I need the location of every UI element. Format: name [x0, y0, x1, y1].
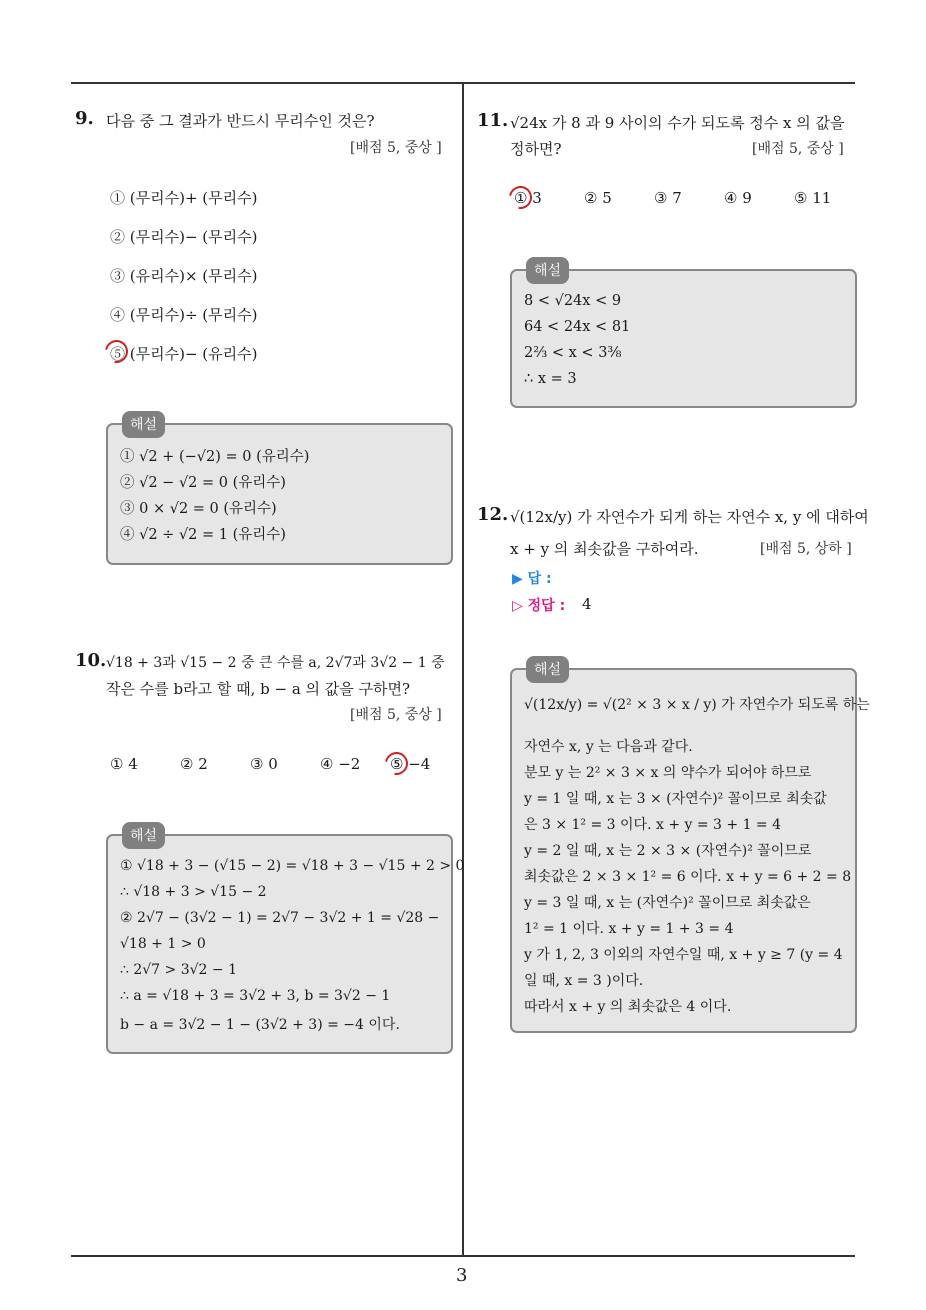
question-meta: [배점 5, 상하 ] [760, 541, 852, 557]
solution-line: 최솟값은 2 × 3 × 1² = 6 이다. x + y = 6 + 2 = 8 [524, 869, 852, 885]
solution-tag: 해설 [526, 656, 569, 683]
solution-line: ∴ a = √18 + 3 = 3√2 + 3, b = 3√2 − 1 [120, 988, 391, 1004]
option-5[interactable]: ⑤ 11 [794, 189, 832, 207]
solution-line: √(12x/y) = √(2² × 3 × x / y) 가 자연수가 되도록 하는 [524, 697, 870, 713]
solution-line: 따라서 x + y 의 최솟값은 4 이다. [524, 999, 732, 1015]
question-number: 11. [477, 110, 509, 131]
solution-line: 분모 y 는 2² × 3 × x 의 약수가 되어야 하므로 [524, 765, 812, 781]
solution-line: ∴ 2√7 > 3√2 − 1 [120, 962, 237, 978]
question-meta: [배점 5, 중상 ] [350, 140, 442, 156]
solution-line: ③ 0 × √2 = 0 (유리수) [120, 501, 277, 517]
solution-line: ④ √2 ÷ √2 = 1 (유리수) [120, 527, 286, 543]
question-text-line1: √18 + 3과 √15 − 2 중 큰 수를 a, 2√7과 3√2 − 1 중 [106, 655, 445, 671]
option-5[interactable]: ⑤ (무리수)− (유리수) [110, 345, 258, 363]
solution-line: 64 < 24x < 81 [524, 319, 631, 335]
solution-box [510, 263, 857, 408]
question-number: 9. [75, 108, 94, 129]
solution-line: ① √2 + (−√2) = 0 (유리수) [120, 449, 310, 465]
answer-label: ▶ 답 : [512, 571, 552, 587]
solution-line: 8 < √24x < 9 [524, 293, 622, 309]
solution-box [106, 417, 453, 565]
solution-line: y 가 1, 2, 3 이외의 자연수일 때, x + y ≥ 7 (y = 4 [524, 947, 843, 963]
solution-line: b − a = 3√2 − 1 − (3√2 + 3) = −4 이다. [120, 1017, 400, 1033]
solution-line: √18 + 1 > 0 [120, 936, 206, 952]
correct-answer-label: ▷ 정답 : [512, 598, 566, 614]
selected-answer-mark [380, 747, 412, 779]
option-3[interactable]: ③ (유리수)× (무리수) [110, 267, 258, 285]
question-meta: [배점 5, 중상 ] [752, 141, 844, 157]
option-3[interactable]: ③ 7 [654, 189, 682, 207]
option-1[interactable]: ① (무리수)+ (무리수) [110, 189, 258, 207]
page-number: 3 [456, 1265, 468, 1286]
question-number: 12. [477, 504, 509, 525]
solution-line: ∴ x = 3 [524, 371, 577, 387]
question-text-line2: x + y 의 최솟값을 구하여라. [510, 540, 699, 558]
solution-line: 은 3 × 1² = 3 이다. x + y = 3 + 1 = 4 [524, 817, 782, 833]
solution-line: y = 1 일 때, x 는 3 × (자연수)² 꼴이므로 최솟값 [524, 791, 827, 807]
question-meta: [배점 5, 중상 ] [350, 707, 442, 723]
option-2[interactable]: ② 2 [180, 755, 208, 773]
option-4[interactable]: ④ 9 [724, 189, 752, 207]
option-4[interactable]: ④ −2 [320, 755, 361, 773]
solution-line: 1² = 1 이다. x + y = 1 + 3 = 4 [524, 921, 734, 937]
question-text-line2: 정하면? [510, 140, 562, 158]
column-divider [462, 84, 464, 1256]
solution-line: ① √18 + 3 − (√15 − 2) = √18 + 3 − √15 + 2 > 0 [120, 858, 465, 874]
solution-tag: 해설 [526, 257, 569, 284]
question-text-line2: 작은 수를 b라고 할 때, b − a 의 값을 구하면? [106, 680, 411, 698]
solution-line: ∴ √18 + 3 > √15 − 2 [120, 884, 267, 900]
correct-answer-value: 4 [582, 595, 592, 613]
solution-line: y = 3 일 때, x 는 (자연수)² 꼴이므로 최솟값은 [524, 895, 811, 911]
solution-line: y = 2 일 때, x 는 2 × 3 × (자연수)² 꼴이므로 [524, 843, 812, 859]
solution-line: 2⅔ < x < 3⅜ [524, 345, 622, 361]
solution-box [106, 828, 465, 1054]
option-2[interactable]: ② 5 [584, 189, 612, 207]
option-3[interactable]: ③ 0 [250, 755, 278, 773]
solution-box [510, 662, 870, 1033]
selected-answer-mark [504, 181, 536, 213]
solution-line: 일 때, x = 3 )이다. [524, 973, 644, 989]
option-5[interactable]: ⑤ −4 [390, 755, 431, 773]
solution-tag: 해설 [122, 411, 165, 438]
question-number: 10. [75, 650, 107, 671]
option-4[interactable]: ④ (무리수)÷ (무리수) [110, 306, 258, 324]
option-1[interactable]: ① 4 [110, 755, 138, 773]
question-text-line1: √24x 가 8 과 9 사이의 수가 되도록 정수 x 의 값을 [510, 114, 845, 132]
bottom-rule [71, 1255, 855, 1257]
option-1[interactable]: ① 3 [514, 189, 542, 207]
solution-line: 자연수 x, y 는 다음과 같다. [524, 739, 693, 755]
question-text: 다음 중 그 결과가 반드시 무리수인 것은? [106, 112, 375, 130]
solution-line: ② 2√7 − (3√2 − 1) = 2√7 − 3√2 + 1 = √28 − [120, 910, 440, 926]
solution-line: ② √2 − √2 = 0 (유리수) [120, 475, 286, 491]
solution-tag: 해설 [122, 822, 165, 849]
question-text-line1: √(12x/y) 가 자연수가 되게 하는 자연수 x, y 에 대하여 [510, 508, 869, 526]
option-2[interactable]: ② (무리수)− (무리수) [110, 228, 258, 246]
